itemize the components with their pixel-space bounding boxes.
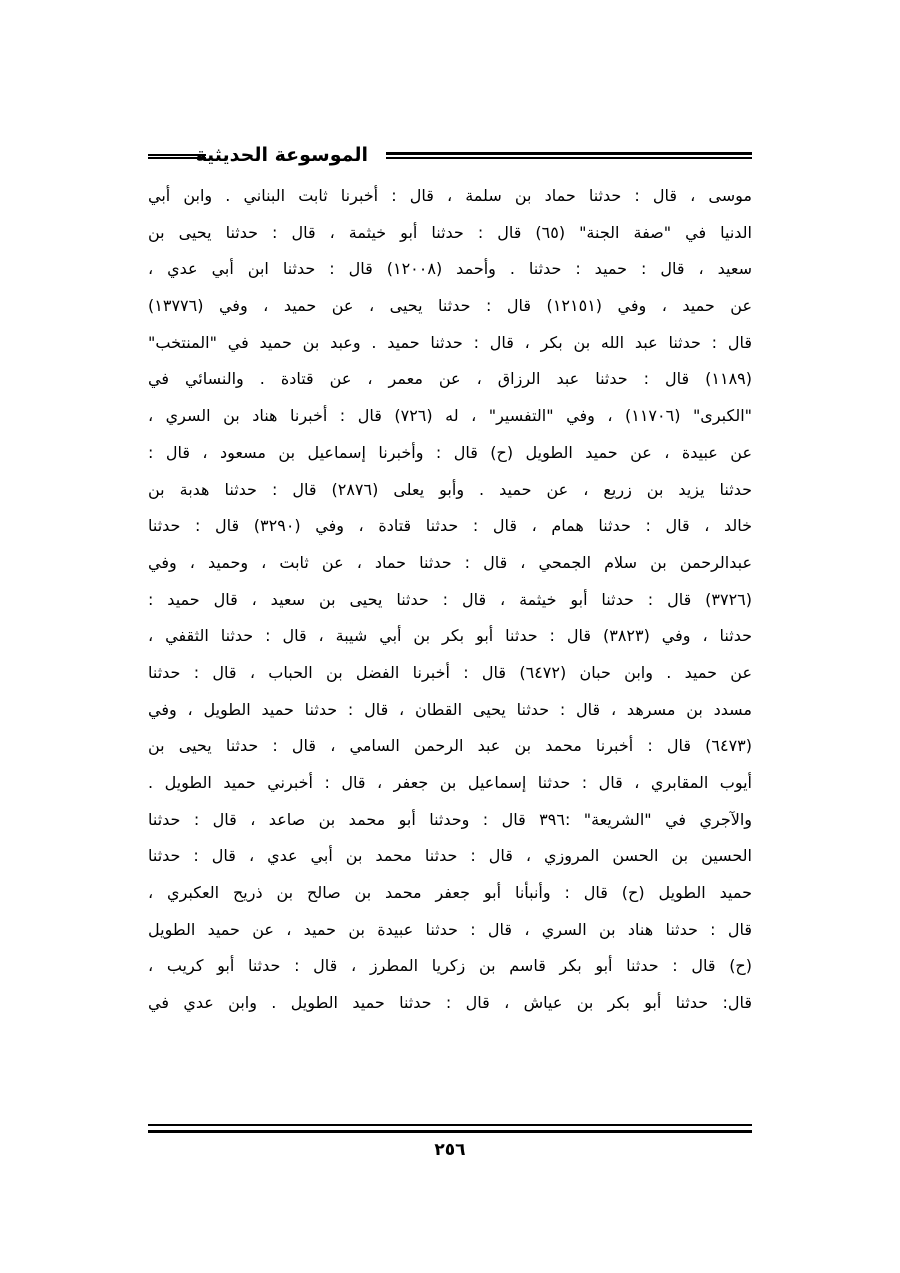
text-line: الدنيا في "صفة الجنة" (٦٥) قال : حدثنا أبو خيثمة ، قال : حدثنا يحيى بن (148, 222, 752, 242)
header-title: الموسوعة الحديثية (195, 144, 368, 166)
text-line: عن حميد . وابن حبان (٦٤٧٢) قال : أخبرنا الفضل بن الحباب ، قال : حدثنا (148, 662, 752, 682)
text-line: قال : حدثنا هناد بن السري ، قال : حدثنا عبيدة بن حميد ، عن حميد الطويل (148, 919, 752, 939)
text-line: الحسين بن الحسن المروزي ، قال : حدثنا محمد بن أبي عدي ، قال : حدثنا (148, 846, 752, 866)
text-line: أيوب المقابري ، قال : حدثنا إسماعيل بن جعفر ، قال : أخبرني حميد الطويل . (148, 773, 752, 792)
page-header (148, 142, 752, 172)
text-line: مسدد بن مسرهد ، قال : حدثنا يحيى القطان ، قال : حدثنا حميد الطويل ، وفي (148, 699, 752, 719)
text-line: والآجري في "الشريعة" :٣٩٦ قال : وحدثنا أبو محمد بن صاعد ، قال : حدثنا (148, 809, 752, 829)
text-line: موسى ، قال : حدثنا حماد بن سلمة ، قال : أخبرنا ثابت البناني . وابن أبي (148, 186, 752, 205)
text-line: حميد الطويل (ح) قال : وأنبأنا أبو جعفر محمد بن صالح بن ذريح العكبري ، (148, 883, 752, 903)
text-line: (٦٤٧٣) قال : أخبرنا محمد بن عبد الرحمن السامي ، قال : حدثنا يحيى بن (148, 736, 752, 756)
header-rule-right (386, 152, 752, 159)
text-line: قال : حدثنا عبد الله بن بكر ، قال : حدثنا حميد . وعبد بن حميد في "المنتخب" (148, 332, 752, 352)
text-line: (١١٨٩) قال : حدثنا عبد الرزاق ، عن معمر ، عن قتادة . والنسائي في (148, 369, 752, 389)
text-line: حدثنا يزيد بن زريع ، عن حميد . وأبو يعلى (٢٨٧٦) قال : حدثنا هدبة بن (148, 479, 752, 499)
text-line: (ح) قال : حدثنا أبو بكر قاسم بن زكريا المطرز ، قال : حدثنا أبو كريب ، (148, 956, 752, 976)
text-line: (٣٧٢٦) قال : حدثنا أبو خيثمة ، قال : حدثنا يحيى بن سعيد ، قال حميد : (148, 589, 752, 609)
footer-rule (148, 1124, 752, 1133)
text-line: عن حميد ، وفي (١٢١٥١) قال : حدثنا يحيى ، عن حميد ، وفي (١٣٧٧٦) (148, 296, 752, 316)
text-line: خالد ، قال : حدثنا همام ، قال : حدثنا قتادة ، وفي (٣٢٩٠) قال : حدثنا (148, 516, 752, 536)
text-line: قال: حدثنا أبو بكر بن عياش ، قال : حدثنا حميد الطويل . وابن عدي في (148, 993, 752, 1013)
text-line: حدثنا ، وفي (٣٨٢٣) قال : حدثنا أبو بكر بن أبي شيبة ، قال : حدثنا الثقفي ، (148, 626, 752, 646)
body-text (148, 178, 752, 1022)
text-line: سعيد ، قال : حميد : حدثنا . وأحمد (١٢٠٠٨) قال : حدثنا ابن أبي عدي ، (148, 259, 752, 279)
page-number: ٢٥٦ (434, 1140, 466, 1160)
text-line: عن عبيدة ، عن حميد الطويل (ح) قال : وأخبرنا إسماعيل بن مسعود ، قال : (148, 442, 752, 462)
text-line: "الكبرى" (١١٧٠٦) ، وفي "التفسير" ، له (٧٢٦) قال : أخبرنا هناد بن السري ، (148, 406, 752, 426)
header-rule-left (148, 154, 206, 159)
text-line: عبدالرحمن بن سلام الجمحي ، قال : حدثنا حماد ، عن ثابت ، وحميد ، وفي (148, 552, 752, 572)
